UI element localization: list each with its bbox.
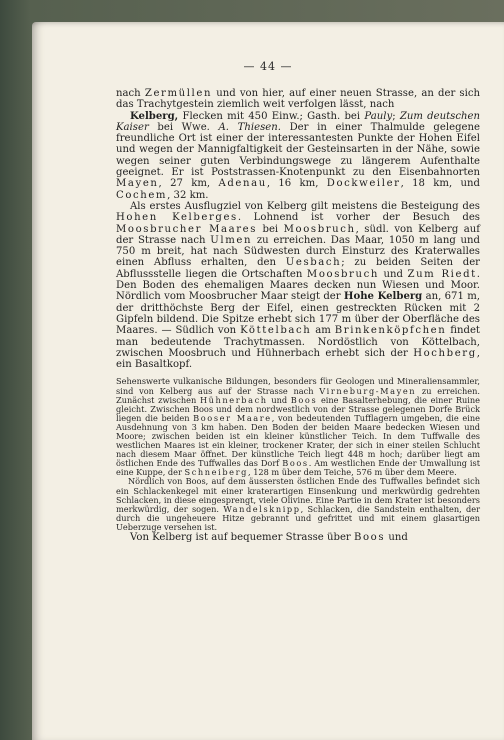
place-name: Hühnerbach xyxy=(199,394,268,405)
text-run: Flecken mit 450 Einw.; Gasth. bei xyxy=(178,110,365,122)
person-name: A. Thiesen. xyxy=(218,121,281,133)
place-name: Boos xyxy=(353,532,386,544)
text-run: am xyxy=(311,325,335,337)
place-name: Hohen Kelberges xyxy=(116,212,238,224)
text-run: , von bedeutenden Tufflagern umgeben, die eine Ausdehnung von 3 km haben. Den Boden der beiden Maare bedecken Wiesen und Moore; zwischen beiden ist ein kleiner künstlicher Teich. In dem Tuffwalle des westlichen Maares ist ein kleiner, trockener Krater, der sich in einer steilen Schlucht nach diesem Maar öffnet. Der künstliche Teich liegt 448 m hoch; darüber liegt am östlichen Ende des Tuffwalles das Dorf xyxy=(116,412,480,469)
place-name: Boos xyxy=(290,394,318,405)
text-run: Der in einer Thalmulde gelegene freundliche Ort ist einer der interessantesten Punkte der Hohen Eifel und wegen der Mannigfaltigkeit der Gesteinsarten in der Nähe, sowie wegen seiner guten Verbindungswege zu längerem Aufenthalte geeignet. Er ist Poststrassen-Knotenpunkt zu den Eisenbahnorten xyxy=(116,121,480,179)
text-run: Als erstes Ausflugziel von Kelberg gilt meistens die Besteigung des xyxy=(130,200,480,212)
place-name: Ulmen xyxy=(210,234,253,246)
paragraph-continuation xyxy=(116,532,480,543)
text-run: , Schlacken, die Sandstein enthalten, der durch die ungeheuere Hitze gebrannt und gefrittet und mit einem glasartigen Ueberzuge versehen ist. xyxy=(116,503,480,532)
text-run: findet man bedeutende Trachytmassen. Nordöstlich von Köttelbach, zwischen Moosbruch und Hühnerbach erhebt sich der xyxy=(116,325,480,359)
text-run: an, 671 m, der dritthöchste Berg der Eifel, einen gestreckten Rücken mit 2 Gipfeln bildend. Die Spitze erhebt sich 177 m über der Oberfläche des Maares. — Südlich von xyxy=(116,291,480,337)
text-run: , 27 km, xyxy=(158,178,219,190)
place-name: Zermüllen xyxy=(144,88,213,99)
text-run: , 32 km. xyxy=(167,189,209,201)
note-paragraph xyxy=(116,377,480,477)
inn-name: Pauly xyxy=(364,110,393,122)
page-number: — 44 — xyxy=(243,60,293,73)
text-run: bei Wwe. xyxy=(148,121,219,133)
heading-term: Hohe Kelberg xyxy=(343,291,423,303)
text-run: und xyxy=(267,394,291,405)
place-name: Boos xyxy=(282,458,309,469)
place-name: Brinkenköpfchen xyxy=(334,325,447,337)
text-run: , südl. von Kelberg auf der Strasse nach xyxy=(116,223,480,246)
place-name: Mayen xyxy=(116,178,159,190)
place-name: Uesbach xyxy=(285,257,342,269)
paragraph-kelberg xyxy=(116,111,480,201)
text-run: Von Kelberg ist auf bequemer Strasse über xyxy=(130,532,354,544)
page-text xyxy=(116,88,480,543)
text-run: . Lohnend ist vorher der Besuch des xyxy=(237,212,480,224)
text-run: und xyxy=(385,532,408,544)
text-run: , 128 m über dem Teiche, 576 m über dem Meere. xyxy=(247,467,457,478)
text-run: bei xyxy=(257,223,284,235)
text-run: nach xyxy=(116,88,145,99)
small-print-notes xyxy=(116,377,480,532)
text-run: ; xyxy=(392,110,400,122)
text-run: und von hier, auf einer neuen Strasse, an der sich das Trachytgestein ziemlich weit verfolgen lässt, nach xyxy=(116,88,480,111)
text-run: ; zu beiden Seiten der Abflussstelle liegen die Ortschaften xyxy=(116,257,481,280)
text-run: , ein Basaltkopf. xyxy=(116,347,480,371)
place-name: Virneburg-Mayen xyxy=(319,385,417,396)
inn-name: Zum deutschen Kaiser xyxy=(116,110,480,133)
place-name: Cochem xyxy=(116,189,168,201)
heading-term: Kelberg, xyxy=(130,110,179,122)
text-run: , 18 km, und xyxy=(400,178,481,190)
text-run: . Am westlichen Ende der Umwallung ist eine Kuppe, der xyxy=(116,458,480,478)
place-name: Schneiberg xyxy=(184,467,248,478)
place-name: Moosbruch xyxy=(306,268,379,280)
place-name: Booser Maare xyxy=(193,412,272,423)
place-name: Zum Riedt xyxy=(407,268,477,280)
text-run: Sehenswerte vulkanische Bildungen, besonders für Geologen und Mineraliensammler, sind von Kelberg aus auf der Strasse nach xyxy=(116,376,480,396)
text-run: Nördlich von Boos, auf dem äussersten östlichen Ende des Tuffwalles befindet sich ein Schlackenkegel mit einer kraterartigen Einsenkung und merkwürdig gedrehten Schlacken, in diese eingesprengt, viele Olivine. Eine Partie in dem Krater ist besonders merkwürdig, der sogen. xyxy=(116,476,480,514)
place-name: Moosbruch xyxy=(283,223,356,235)
place-name: Hochberg xyxy=(413,347,477,359)
place-name: Adenau xyxy=(218,178,267,190)
place-name: Wandelsknipp xyxy=(223,503,301,514)
paragraph-excursion xyxy=(116,201,480,370)
text-run: , 16 km, xyxy=(266,178,327,190)
text-run: . Den Boden des ehemaligen Maares decken nun Wiesen und Moor. Nördlich vom Moosbrucher Maar steigt der xyxy=(116,268,481,303)
text-run: zu erreichen. Zunächst zwischen xyxy=(116,385,480,405)
place-name: Köttelbach xyxy=(240,325,312,337)
place-name: Moosbrucher Maares xyxy=(116,223,258,235)
text-run: zu erreichen. Das Maar, 1050 m lang und 750 m breit, hat nach Südwesten durch Einsturz des Kraterwalles einen Abfluss erhalten, den xyxy=(116,234,480,269)
text-run: und xyxy=(378,268,408,280)
text-run: eine Basalterhebung, die einer Ruine gleicht. Zwischen Boos und dem nordwestlich von der Strasse gelegenen Dorfe Brück liegen die beiden xyxy=(116,394,480,423)
paragraph-intro xyxy=(116,88,480,111)
note-paragraph xyxy=(116,477,480,532)
book-page xyxy=(32,22,504,740)
place-name: Dockweiler xyxy=(326,178,401,190)
